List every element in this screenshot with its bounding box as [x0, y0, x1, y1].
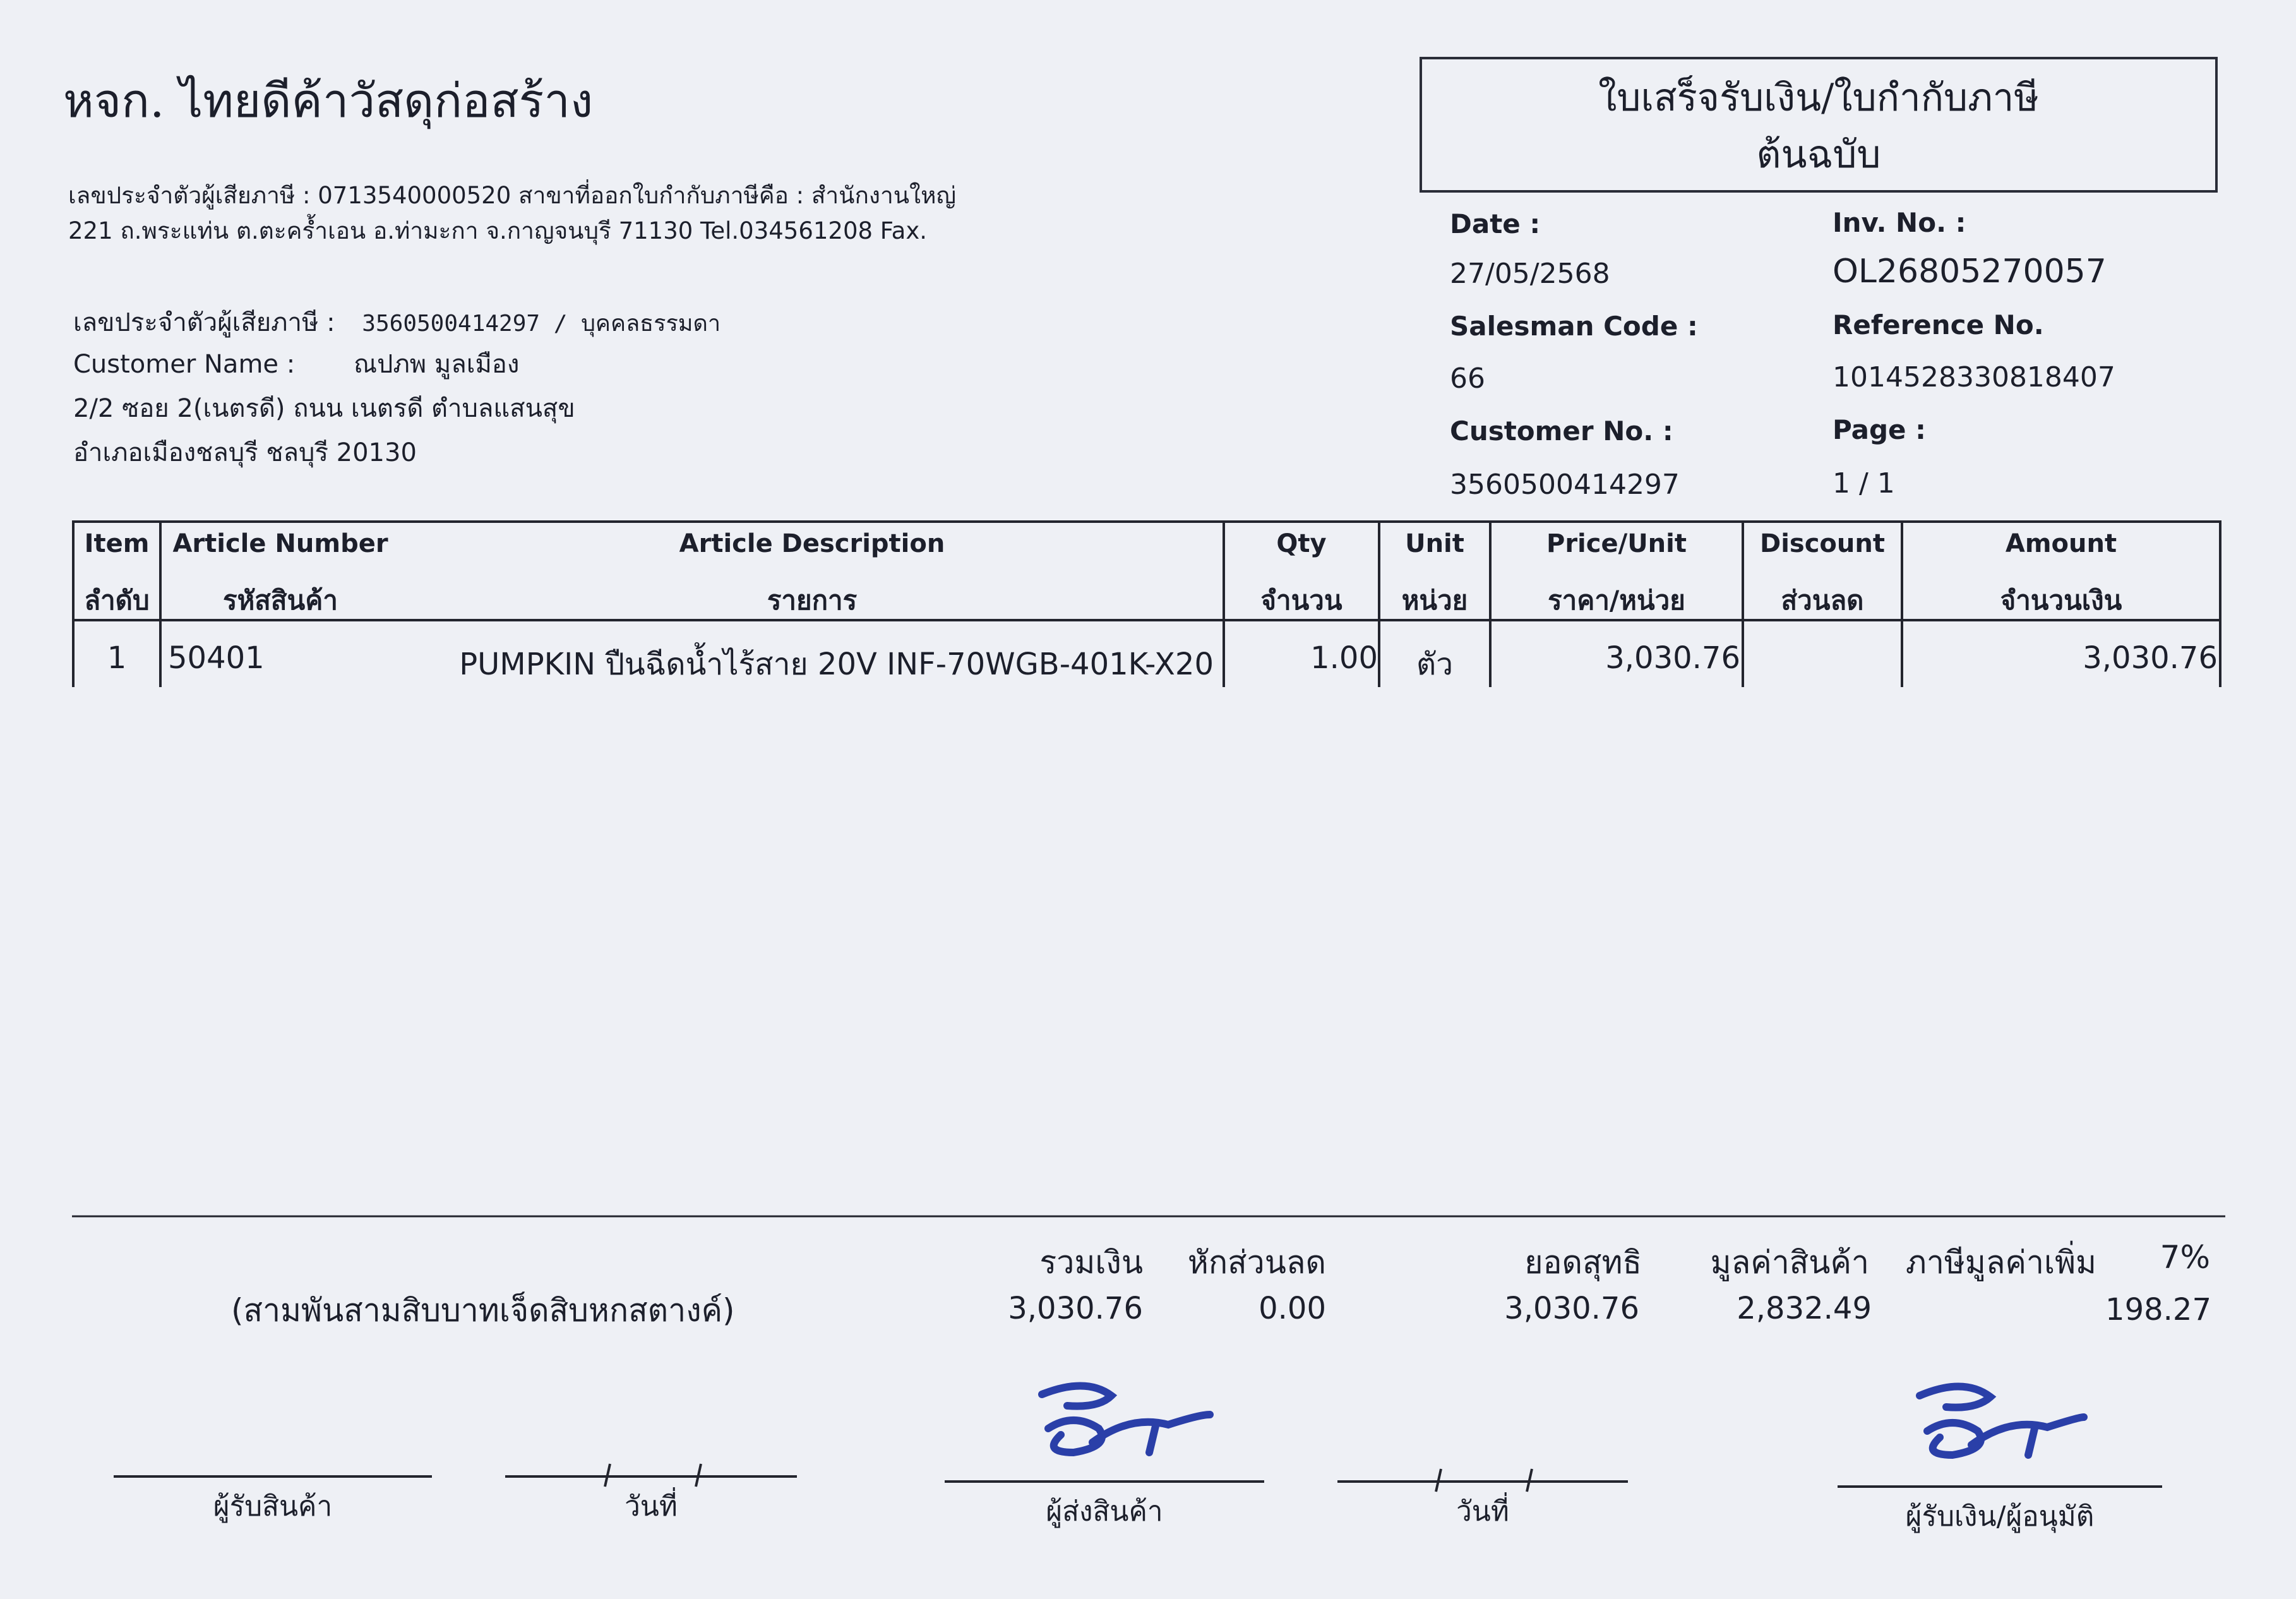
reference-number-value: 1014528330818407: [1833, 361, 2115, 393]
customer-number-value: 3560500414297: [1450, 469, 1680, 501]
customer-address-1: 2/2 ซอย 2(เนตรดี) ถนน เนตรดี ตำบลแสนสุข: [73, 394, 575, 423]
vat-rate: 7%: [2160, 1239, 2210, 1276]
row-article-number: 50401: [168, 640, 265, 676]
date-2-label: วันที่: [1456, 1495, 1509, 1528]
customer-tax-label: เลขประจำตัวผู้เสียภาษี :: [73, 308, 335, 337]
subtotal-value: 3,030.76: [1008, 1291, 1143, 1326]
invoice-number-label: Inv. No. :: [1833, 207, 1966, 238]
vat-value: 198.27: [2105, 1292, 2211, 1327]
header-amount: Amount: [2005, 529, 2117, 558]
header-item-th: ลำดับ: [84, 585, 150, 616]
header-item: Item: [84, 529, 150, 558]
date-1-label: วันที่: [625, 1490, 678, 1523]
date-label: Date :: [1450, 208, 1541, 239]
page-value: 1 / 1: [1833, 467, 1895, 500]
document-copy-type: ต้นฉบับ: [1756, 133, 1881, 177]
customer-name-value: ณปภพ มูลเมือง: [353, 350, 520, 379]
reference-number-label: Reference No.: [1833, 309, 2044, 340]
header-price-unit: Price/Unit: [1546, 529, 1687, 558]
header-unit-th: หน่วย: [1401, 585, 1468, 616]
header-unit: Unit: [1405, 529, 1464, 558]
document-title: ใบเสร็จรับเงิน/ใบกำกับภาษี: [1598, 76, 2039, 120]
net-total-value: 3,030.76: [1504, 1291, 1639, 1326]
date-value: 27/05/2568: [1450, 258, 1610, 290]
header-discount-th: ส่วนลด: [1781, 585, 1864, 616]
receiver-money-label: ผู้รับเงิน/ผู้อนุมัติ: [1905, 1500, 2095, 1533]
header-article-number: Article Number: [172, 529, 388, 558]
company-address-line: 221 ถ.พระแท่น ต.ตะคร้ำเอน อ.ท่ามะกา จ.กาญจนบุรี 71130 Tel.034561208 Fax.: [68, 217, 928, 244]
discount-label: หักส่วนลด: [1187, 1244, 1326, 1281]
row-unit: ตัว: [1416, 647, 1454, 682]
header-article-description: Article Description: [679, 529, 945, 558]
sender-goods-label: ผู้ส่งสินค้า: [1046, 1495, 1163, 1528]
header-amount-th: จำนวนเงิน: [2000, 585, 2122, 616]
salesman-code-label: Salesman Code :: [1450, 311, 1698, 342]
customer-name-label: Customer Name :: [73, 350, 296, 379]
header-article-description-th: รายการ: [767, 585, 858, 616]
discount-value: 0.00: [1259, 1291, 1326, 1326]
goods-value-label: มูลค่าสินค้า: [1710, 1244, 1869, 1281]
row-price: 3,030.76: [1605, 640, 1740, 676]
receiver-goods-label: ผู้รับสินค้า: [213, 1490, 333, 1523]
subtotal-label: รวมเงิน: [1039, 1244, 1143, 1281]
company-name: หจก. ไทยดีค้าวัสดุก่อสร้าง: [63, 74, 594, 128]
row-item: 1: [107, 640, 127, 676]
amount-in-words: (สามพันสามสิบบาทเจ็ดสิบหกสตางค์): [231, 1292, 735, 1329]
header-article-number-th: รหัสสินค้า: [223, 585, 338, 616]
company-tax-line: เลขประจำตัวผู้เสียภาษี : 0713540000520 สาขาที่ออกใบกำกับภาษีคือ : สำนักงานใหญ่: [68, 182, 956, 209]
approver-signature: [1920, 1386, 2084, 1455]
row-qty: 1.00: [1310, 640, 1378, 676]
customer-address-2: อำเภอเมืองชลบุรี ชลบุรี 20130: [73, 438, 417, 467]
invoice-number-value: OL26805270057: [1833, 253, 2107, 290]
sender-signature: [1042, 1386, 1210, 1452]
customer-tax-value: 3560500414297 / บุคคลธรรมดา: [362, 311, 721, 337]
page-label: Page :: [1833, 414, 1926, 445]
salesman-code-value: 66: [1450, 362, 1485, 395]
row-amount: 3,030.76: [2083, 640, 2218, 676]
customer-number-label: Customer No. :: [1450, 416, 1673, 446]
vat-label: ภาษีมูลค่าเพิ่ม: [1905, 1244, 2096, 1281]
header-discount: Discount: [1760, 529, 1885, 558]
net-total-label: ยอดสุทธิ: [1524, 1244, 1642, 1281]
header-qty: Qty: [1276, 529, 1327, 558]
goods-value: 2,832.49: [1737, 1291, 1872, 1326]
row-description: PUMPKIN ปืนฉีดน้ำไร้สาย 20V INF-70WGB-401K-X20: [459, 647, 1214, 682]
header-price-unit-th: ราคา/หน่วย: [1548, 585, 1685, 616]
header-qty-th: จำนวน: [1260, 585, 1342, 616]
